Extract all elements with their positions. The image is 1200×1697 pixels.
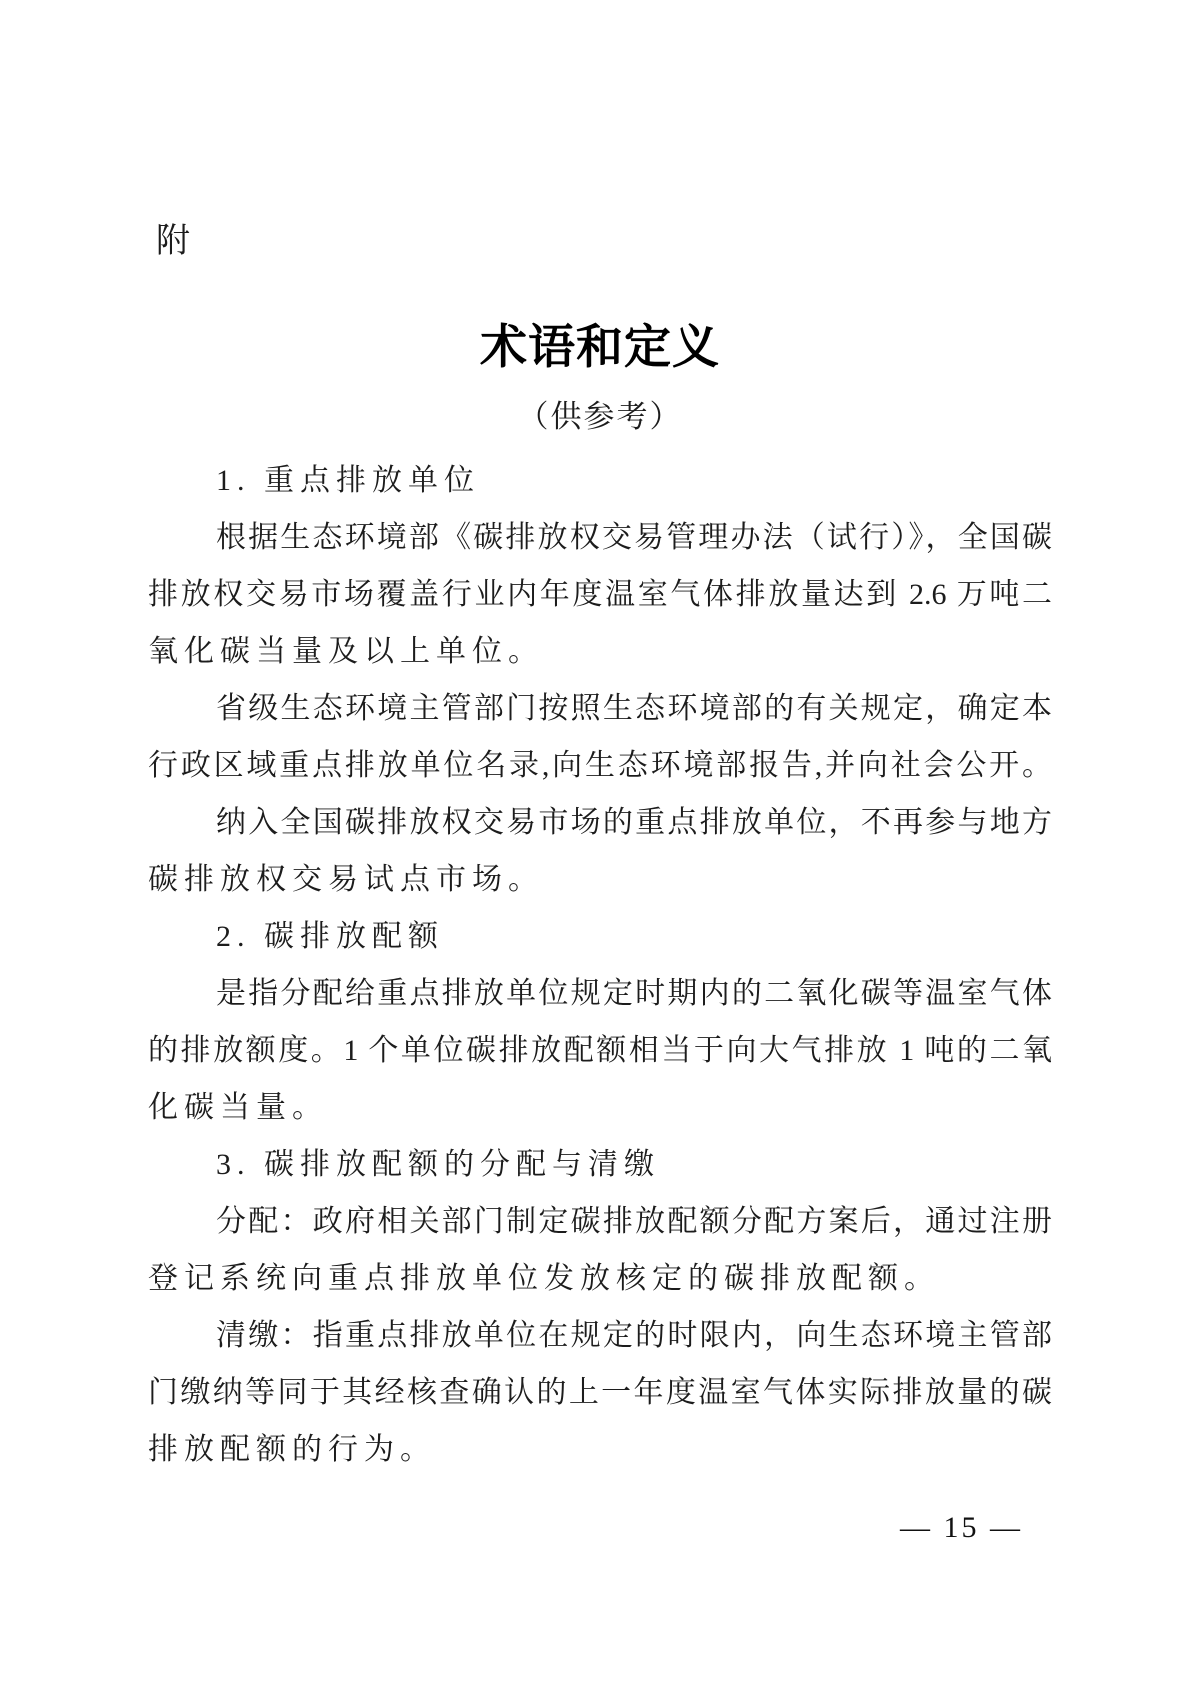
page-subtitle: （供参考） [517, 399, 683, 434]
body-line: 门缴纳等同于其经核查确认的上一年度温室气体实际排放量的碳 [148, 1376, 1052, 1409]
body-line: 碳排放权交易试点市场。 [148, 863, 544, 896]
body-line: 氧化碳当量及以上单位。 [148, 635, 544, 668]
body-line: 是指分配给重点排放单位规定时期内的二氧化碳等温室气体 [216, 977, 1052, 1010]
body-line: 纳入全国碳排放权交易市场的重点排放单位，不再参与地方 [216, 806, 1052, 839]
attachment-label: 附 [156, 223, 190, 260]
page-number: — 15 — [900, 1511, 1023, 1544]
body-line: 行政区域重点排放单位名录,向生态环境部报告,并向社会公开。 [148, 749, 1052, 782]
body-line: 化碳当量。 [148, 1091, 328, 1124]
body-line: 排放配额的行为。 [148, 1433, 436, 1466]
section-heading: 3. 碳排放配额的分配与清缴 [216, 1148, 660, 1181]
page-title: 术语和定义 [480, 322, 720, 374]
body-line: 分配：政府相关部门制定碳排放配额分配方案后，通过注册 [216, 1205, 1052, 1238]
section-heading: 1. 重点排放单位 [216, 464, 480, 497]
document-body [148, 452, 1052, 1478]
body-line: 省级生态环境主管部门按照生态环境部的有关规定，确定本 [216, 692, 1052, 725]
body-line: 登记系统向重点排放单位发放核定的碳排放配额。 [148, 1262, 940, 1295]
body-line: 排放权交易市场覆盖行业内年度温室气体排放量达到 2.6 万吨二 [148, 578, 1052, 611]
body-line: 根据生态环境部《碳排放权交易管理办法（试行）》，全国碳 [216, 521, 1052, 554]
body-line: 的排放额度。1 个单位碳排放配额相当于向大气排放 1 吨的二氧 [148, 1034, 1052, 1067]
body-line: 清缴：指重点排放单位在规定的时限内，向生态环境主管部 [216, 1319, 1052, 1352]
section-heading: 2. 碳排放配额 [216, 920, 444, 953]
